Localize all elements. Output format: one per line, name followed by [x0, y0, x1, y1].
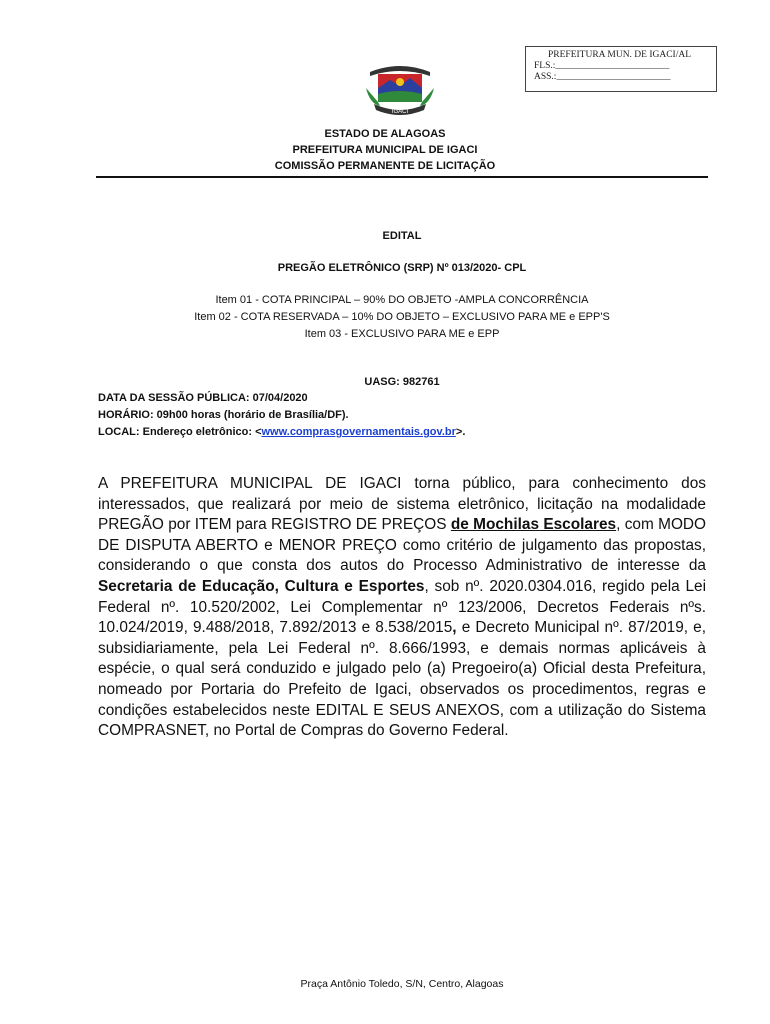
protocol-stamp-box: [525, 46, 717, 92]
crest-text: IGACI: [391, 109, 409, 115]
header-commission: COMISSÃO PERMANENTE DE LICITAÇÃO: [274, 160, 496, 172]
body-bold-comma: ,: [452, 619, 457, 637]
edital-body-paragraph: [98, 474, 706, 742]
header-state: ESTADO DE ALAGOAS: [324, 128, 446, 140]
session-location: [98, 426, 465, 438]
body-part-3: , sob nº. 2020.0304.016, regido pela Lei Federal nº. 10.520/2002, Lei Complementar nº 123/2006, Decretos Federais nºs. 10.024/2019, 9.488/2018, 7.892/2013 e 8.538/2015: [98, 577, 706, 637]
stamp-title: PREFEITURA MUN. DE IGACI/AL: [548, 50, 692, 60]
compras-link[interactable]: www.comprasgovernamentais.gov.br: [261, 426, 456, 438]
object-mochilas: de Mochilas Escolares: [450, 516, 617, 534]
session-date: DATA DA SESSÃO PÚBLICA: 07/04/2020: [98, 392, 308, 404]
session-time: HORÁRIO: 09h00 horas (horário de Brasília/DF).: [98, 409, 349, 421]
body-part-1: A PREFEITURA MUNICIPAL DE IGACI torna público, para conhecimento dos interessados, que realizará por meio de sistema eletrônico, licitação na modalidade PREGÃO por ITEM para REGISTRO DE PREÇOS: [98, 475, 706, 534]
header-divider: [96, 176, 708, 178]
item-02: Item 02 - COTA RESERVADA – 10% DO OBJETO – EXCLUSIVO PARA ME e EPP'S: [194, 311, 610, 323]
pregao-title: PREGÃO ELETRÔNICO (SRP) Nº 013/2020- CPL: [277, 262, 527, 274]
footer-address: Praça Antônio Toledo, S/N, Centro, Alagoas: [300, 978, 504, 990]
edital-title: EDITAL: [382, 230, 422, 242]
secretaria-name: Secretaria de Educação, Cultura e Esportes: [98, 577, 425, 595]
body-part-2: , com MODO DE DISPUTA ABERTO e MENOR PREÇO como critério de julgamento das propostas, considerando o que consta dos autos do Processo Administrativo de interesse da: [98, 516, 706, 575]
item-03: Item 03 - EXCLUSIVO PARA ME e EPP: [304, 328, 500, 340]
uasg: UASG: 982761: [364, 376, 440, 388]
municipal-crest-icon: [364, 58, 436, 120]
header-prefecture: PREFEITURA MUNICIPAL DE IGACI: [292, 144, 478, 156]
stamp-ass: ASS.:________________________: [534, 72, 671, 82]
body-part-4: e Decreto Municipal nº. 87/2019, e, subsidiariamente, pela Lei Federal nº. 8.666/1993, e demais normas aplicáveis à espécie, o qual será conduzido e julgado pelo (a) Pregoeiro(a) Oficial desta Prefeitura, nomeado por Portaria do Prefeito de Igaci, observados os procedimentos, regras e condições estabelecidos neste EDITAL E SEUS ANEXOS, com a utilização do Sistema COMPRASNET, no Portal de Compras do Governo Federal.: [98, 619, 706, 740]
item-01: Item 01 - COTA PRINCIPAL – 90% DO OBJETO -AMPLA CONCORRÊNCIA: [215, 294, 589, 306]
stamp-fls: FLS.:________________________: [534, 61, 670, 71]
location-suffix: >.: [455, 426, 466, 438]
location-prefix: LOCAL: Endereço eletrônico: <: [98, 426, 262, 438]
